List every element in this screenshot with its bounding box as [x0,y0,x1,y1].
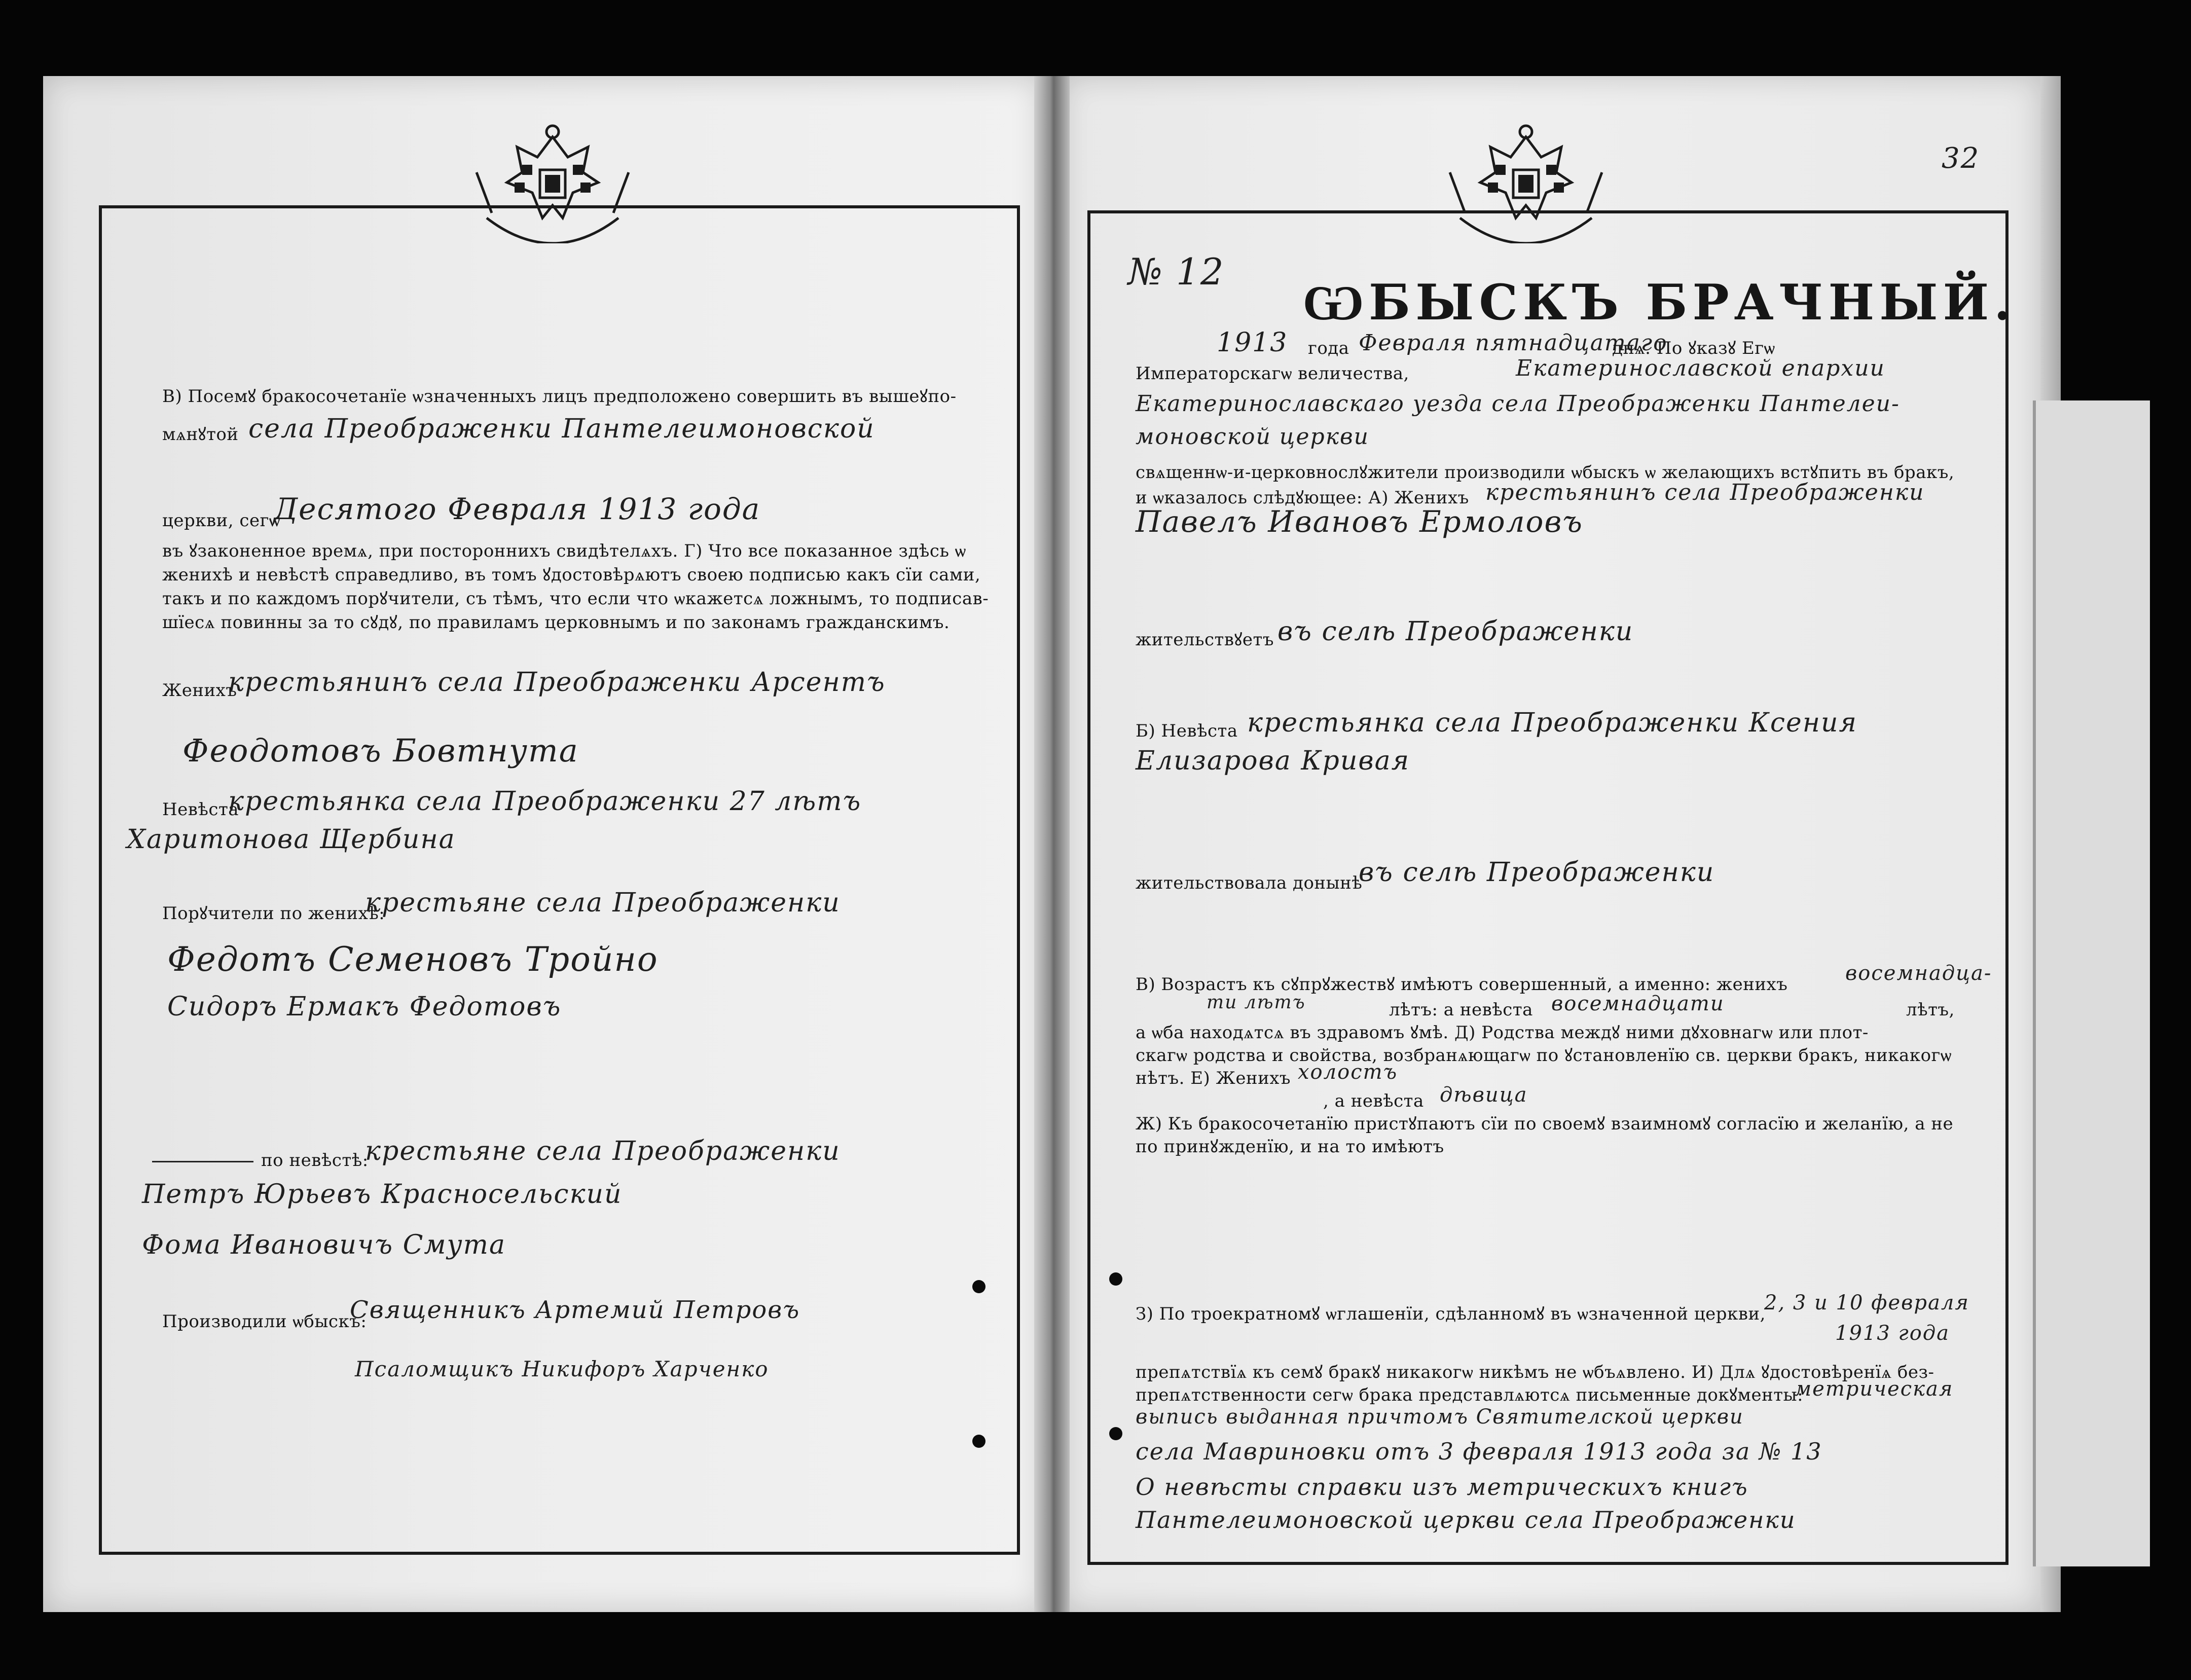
bride-handwritten-line2: Елизарова Кривая [1136,746,1410,776]
document-title: ѠБЫСКЪ БРАЧНЫЙ. [1303,274,2016,331]
documents-handwritten-d: О невѣсты справки изъ метрическихъ книгъ [1136,1473,1748,1501]
binding-hole [1109,1427,1122,1440]
clause-i-line2-text: препѧтственности сегѡ брака представлѧютсѧ письменные докꙋменты: [1136,1385,1804,1405]
clause-g-line2: женихѣ и невѣстѣ справедливо, въ томъ ꙋдостовѣрѧютъ своею подписью какъ сїи сами, [162,565,981,585]
uezd-handwritten: Екатеринославскаго уезда села Преображенки Пантелеи- [1136,391,1900,417]
documents-handwritten-e: Пантелеимоновской церкви села Преображенки [1136,1506,1796,1533]
guarantors-bride-handwritten-line1: крестьяне села Преображенки [365,1136,841,1166]
documents-handwritten-a: метрическая [1795,1377,1954,1401]
bride-label: Б) Невѣста [1136,721,1238,741]
double-headed-eagle-emblem [456,117,649,243]
guarantors-bride-label: по невѣстѣ: [261,1150,369,1171]
line2-text: Императорскагѡ величества, [1136,363,1409,384]
groom-residence-label: жительствꙋетъ [1136,630,1274,650]
bride-handwritten-line1: крестьянка села Преображенки Ксения [1247,708,1857,738]
clause-g-line1: въ ꙋзаконенное времѧ, при постороннихъ свидѣтелѧхъ. Г) Что все показанное здѣсь ѡ [162,541,966,561]
guarantors-groom-handwritten-line1: крестьяне села Преображенки [365,888,841,918]
line1-text-b: днѧ. По ꙋказꙋ Егѡ [1612,338,1775,358]
left-page-frame [99,205,1020,1555]
binding-hole [972,1435,985,1448]
bride-residence-handwritten: въ селѣ Преображенки [1359,857,1715,888]
book-spine [1034,76,1070,1612]
age-line3-text: а ѡба находѧтсѧ въ здравомъ ꙋмѣ. Д) Родства междꙋ ними дꙋховнагѡ или плот- [1136,1022,1869,1043]
performed-by-label: Производили ѡбыскъ: [162,1311,367,1332]
inserted-sheet [2033,400,2150,1566]
groom-status-handwritten: крестьянинъ села Преображенки [1485,480,1925,505]
groom-age-handwritten-a: восемнадца- [1845,962,1992,985]
age-line5-text: нѣтъ. Е) Женихъ [1136,1068,1291,1088]
line5-text: свѧщеннѡ-и-церковнослꙋжители производили ѡбыскъ ѡ желающихъ встꙋпить въ бракъ, [1136,462,1955,483]
bride-residence-label: жительствовала донынѣ [1136,873,1363,893]
clause-v-line3-prefix: церкви, сегѡ [162,510,280,531]
age-line6-text: , а невѣста [1323,1091,1424,1111]
line6-text: и ѡказалось слѣдꙋющее: А) Женихъ [1136,488,1469,508]
bride-handwritten-line2: Харитонова Щербина [127,824,456,855]
clause-zh-line2: по принꙋжденїю, и на то имѣютъ [1136,1137,1444,1157]
clause-g-line3: такъ и по каждомъ порꙋчители, съ тѣмъ, что если что ѡкажетсѧ ложнымъ, то подписав- [162,589,989,609]
documents-handwritten-b: выпись выданная причтомъ Святителской церкви [1136,1405,1744,1429]
guarantors-groom-handwritten-line2: Федотъ Семеновъ Тройно [167,940,659,979]
page-number: 32 [1942,142,1980,175]
age-line1-text: В) Возрастъ къ сꙋпрꙋжествꙋ имѣютъ совершенный, а именно: женихъ [1136,974,1788,995]
clause-i-line1: препѧтствїѧ къ семꙋ бракꙋ никакогѡ никѣмъ не ѡбъѧвлено. И) Длѧ ꙋдостовѣренїѧ без- [1136,1362,1934,1382]
record-number: № 12 [1128,250,1225,293]
groom-marital-status-handwritten: холостъ [1298,1061,1398,1084]
groom-label: Женихъ [162,680,237,701]
eparchy-handwritten: Екатеринославской епархии [1516,355,1885,381]
clause-zh-line1: Ж) Къ бракосочетанїю пристꙋпаютъ сїи по своемꙋ взаимномꙋ согласїю и желанїю, а не [1136,1114,1954,1134]
binding-hole [972,1280,985,1293]
groom-residence-handwritten: въ селѣ Преображенки [1277,616,1634,647]
church-name-handwritten: села Преображенки Пантелеимоновской [248,414,875,444]
age-line2-text-b: лѣтъ, [1906,1000,1955,1020]
banns-dates-handwritten: 2, 3 и 10 февраля [1764,1291,1969,1314]
guarantors-groom-handwritten-line3: Сидоръ Ермакъ Федотовъ [167,992,562,1022]
blank-line [152,1161,253,1162]
clause-v-line2-prefix: мѧнꙋтой [162,424,239,445]
line1-text-a: года [1308,338,1349,358]
bride-label: Невѣста [162,799,239,820]
banns-year-handwritten: 1913 года [1835,1322,1950,1345]
age-line4-text: скагѡ родства и свойства, возбранѧющагѡ по ꙋстановленїю св. церкви бракъ, никакогѡ [1136,1045,1952,1066]
performed-by-handwritten-line1: Священникъ Артемий Петровъ [350,1296,800,1324]
clause-z-text: З) По троекратномꙋ ѡглашенїи, сдѣланномꙋ въ ѡзначенной церкви, [1136,1304,1766,1324]
guarantors-bride-handwritten-line3: Фома Ивановичъ Смута [142,1230,506,1260]
groom-age-handwritten-b: ти лѣтъ [1207,992,1306,1013]
bride-age-handwritten: восемнадцати [1551,992,1725,1015]
wedding-date-handwritten: Десятого Февраля 1913 года [274,492,761,526]
guarantors-bride-handwritten-line2: Петръ Юрьевъ Красносельский [142,1179,623,1210]
double-headed-eagle-emblem [1430,117,1622,243]
groom-handwritten-line1: крестьянинъ села Преображенки Арсентъ [228,667,886,698]
clause-g-line4: шїесѧ повинны за то сꙋдꙋ, по правиламъ церковнымъ и по законамъ гражданскимъ. [162,612,950,633]
binding-hole [1109,1272,1122,1286]
age-line2-text-a: лѣтъ: а невѣста [1389,1000,1533,1020]
documents-handwritten-c: села Мавриновки отъ 3 февраля 1913 года за № 13 [1136,1438,1822,1465]
year-handwritten: 1913 [1217,327,1288,358]
church-handwritten: моновской церкви [1136,424,1369,450]
bride-handwritten-line1: крестьянка села Преображенки 27 лѣтъ [228,786,862,817]
guarantors-groom-label: Порꙋчители по женихѣ: [162,903,385,924]
groom-handwritten-line2: Феодотовъ Бовтнута [182,732,579,769]
date-handwritten: Февраля пятнадцатаго [1359,330,1668,356]
performed-by-handwritten-line2: Псаломщикъ Никифоръ Харченко [355,1357,769,1381]
groom-name-handwritten: Павелъ Ивановъ Ермоловъ [1136,504,1583,539]
clause-v-line1: В) Посемꙋ бракосочетанїе ѡзначенныхъ лицъ предположено совершить въ вышеꙋпо- [162,386,957,407]
bride-marital-status-handwritten: дѣвица [1440,1083,1528,1107]
